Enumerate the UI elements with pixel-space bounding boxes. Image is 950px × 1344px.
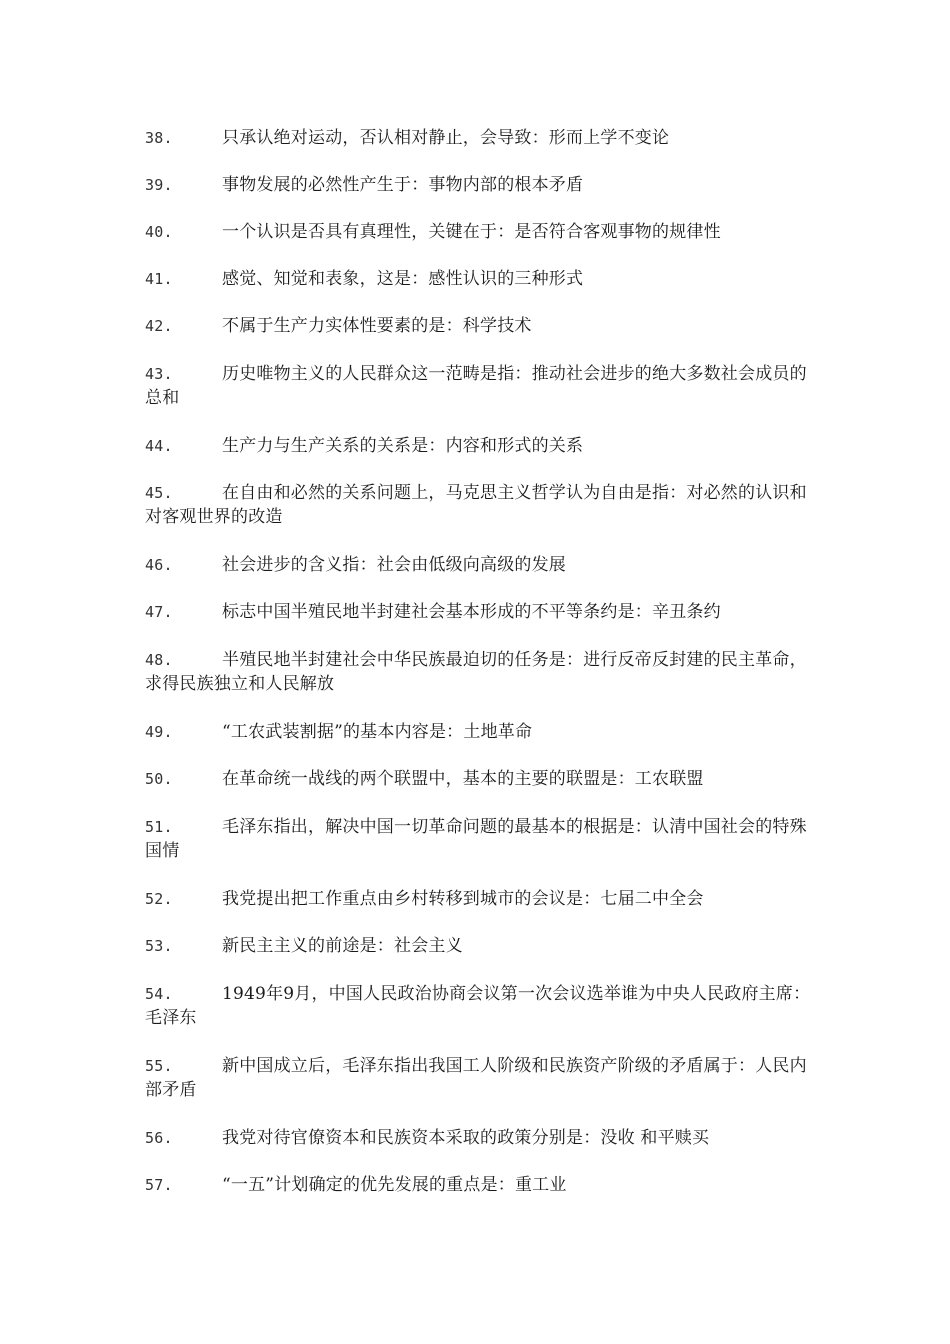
item-number: 41. xyxy=(145,270,173,288)
item-text: 感觉、知觉和表象，这是：感性认识的三种形式 xyxy=(222,269,584,289)
item-text: 半殖民地半封建社会中华民族最迫切的任务是：进行反帝反封建的民主革命，求得民族独立和人民解放 xyxy=(145,650,807,694)
list-item xyxy=(145,1173,813,1197)
item-text: 我党提出把工作重点由乡村转移到城市的会议是：七届二中全会 xyxy=(222,889,704,909)
list-item xyxy=(145,815,813,863)
item-number: 45. xyxy=(145,484,173,502)
item-text: 一个认识是否具有真理性，关键在于：是否符合客观事物的规律性 xyxy=(222,222,721,242)
item-text: 只承认绝对运动，否认相对静止，会导致：形而上学不变论 xyxy=(222,128,670,148)
list-item xyxy=(145,648,813,696)
list-item xyxy=(145,767,813,791)
item-number: 53. xyxy=(145,937,173,955)
item-text: 新中国成立后，毛泽东指出我国工人阶级和民族资产阶级的矛盾属于：人民内部矛盾 xyxy=(145,1056,807,1100)
item-text: 毛泽东指出，解决中国一切革命问题的最基本的根据是：认清中国社会的特殊国情 xyxy=(145,817,807,861)
item-text: 标志中国半殖民地半封建社会基本形成的不平等条约是：辛丑条约 xyxy=(222,602,721,622)
list-item xyxy=(145,934,813,958)
list-item xyxy=(145,887,813,911)
item-text: 在革命统一战线的两个联盟中，基本的主要的联盟是：工农联盟 xyxy=(222,769,704,789)
item-text: 新民主主义的前途是：社会主义 xyxy=(222,936,463,956)
item-number: 55. xyxy=(145,1057,173,1075)
item-number: 51. xyxy=(145,818,173,836)
item-text: 历史唯物主义的人民群众这一范畴是指：推动社会进步的绝大多数社会成员的总和 xyxy=(145,364,807,408)
item-number: 57. xyxy=(145,1176,173,1194)
list-item xyxy=(145,267,813,291)
list-item xyxy=(145,1126,813,1150)
list-item xyxy=(145,126,813,150)
item-text: 事物发展的必然性产生于：事物内部的根本矛盾 xyxy=(222,175,584,195)
item-number: 43. xyxy=(145,365,173,383)
list-item xyxy=(145,434,813,458)
list-item xyxy=(145,481,813,529)
list-item xyxy=(145,220,813,244)
item-number: 46. xyxy=(145,556,173,574)
list-item xyxy=(145,600,813,624)
item-text: 不属于生产力实体性要素的是：科学技术 xyxy=(222,316,532,336)
list-item xyxy=(145,173,813,197)
item-text: 社会进步的含义指：社会由低级向高级的发展 xyxy=(222,555,566,575)
item-number: 50. xyxy=(145,770,173,788)
list-item xyxy=(145,362,813,410)
list-item xyxy=(145,720,813,744)
item-text: 1949年9月，中国人民政治协商会议第一次会议选举谁为中央人民政府主席：毛泽东 xyxy=(145,984,811,1028)
list-item xyxy=(145,314,813,338)
item-number: 42. xyxy=(145,317,173,335)
item-number: 52. xyxy=(145,890,173,908)
item-text: 我党对待官僚资本和民族资本采取的政策分别是：没收 和平赎买 xyxy=(222,1128,710,1148)
item-number: 38. xyxy=(145,129,173,147)
item-text: “一五”计划确定的优先发展的重点是：重工业 xyxy=(222,1175,567,1195)
item-text: 在自由和必然的关系问题上，马克思主义哲学认为自由是指：对必然的认识和对客观世界的改造 xyxy=(145,483,807,527)
item-number: 39. xyxy=(145,176,173,194)
list-item xyxy=(145,982,813,1030)
item-number: 54. xyxy=(145,985,173,1003)
item-text: “工农武装割据”的基本内容是：土地革命 xyxy=(222,722,533,742)
list-item xyxy=(145,1054,813,1102)
item-number: 49. xyxy=(145,723,173,741)
item-number: 44. xyxy=(145,437,173,455)
item-number: 48. xyxy=(145,651,173,669)
list-item xyxy=(145,553,813,577)
item-number: 56. xyxy=(145,1129,173,1147)
item-number: 40. xyxy=(145,223,173,241)
item-number: 47. xyxy=(145,603,173,621)
item-text: 生产力与生产关系的关系是：内容和形式的关系 xyxy=(222,436,584,456)
